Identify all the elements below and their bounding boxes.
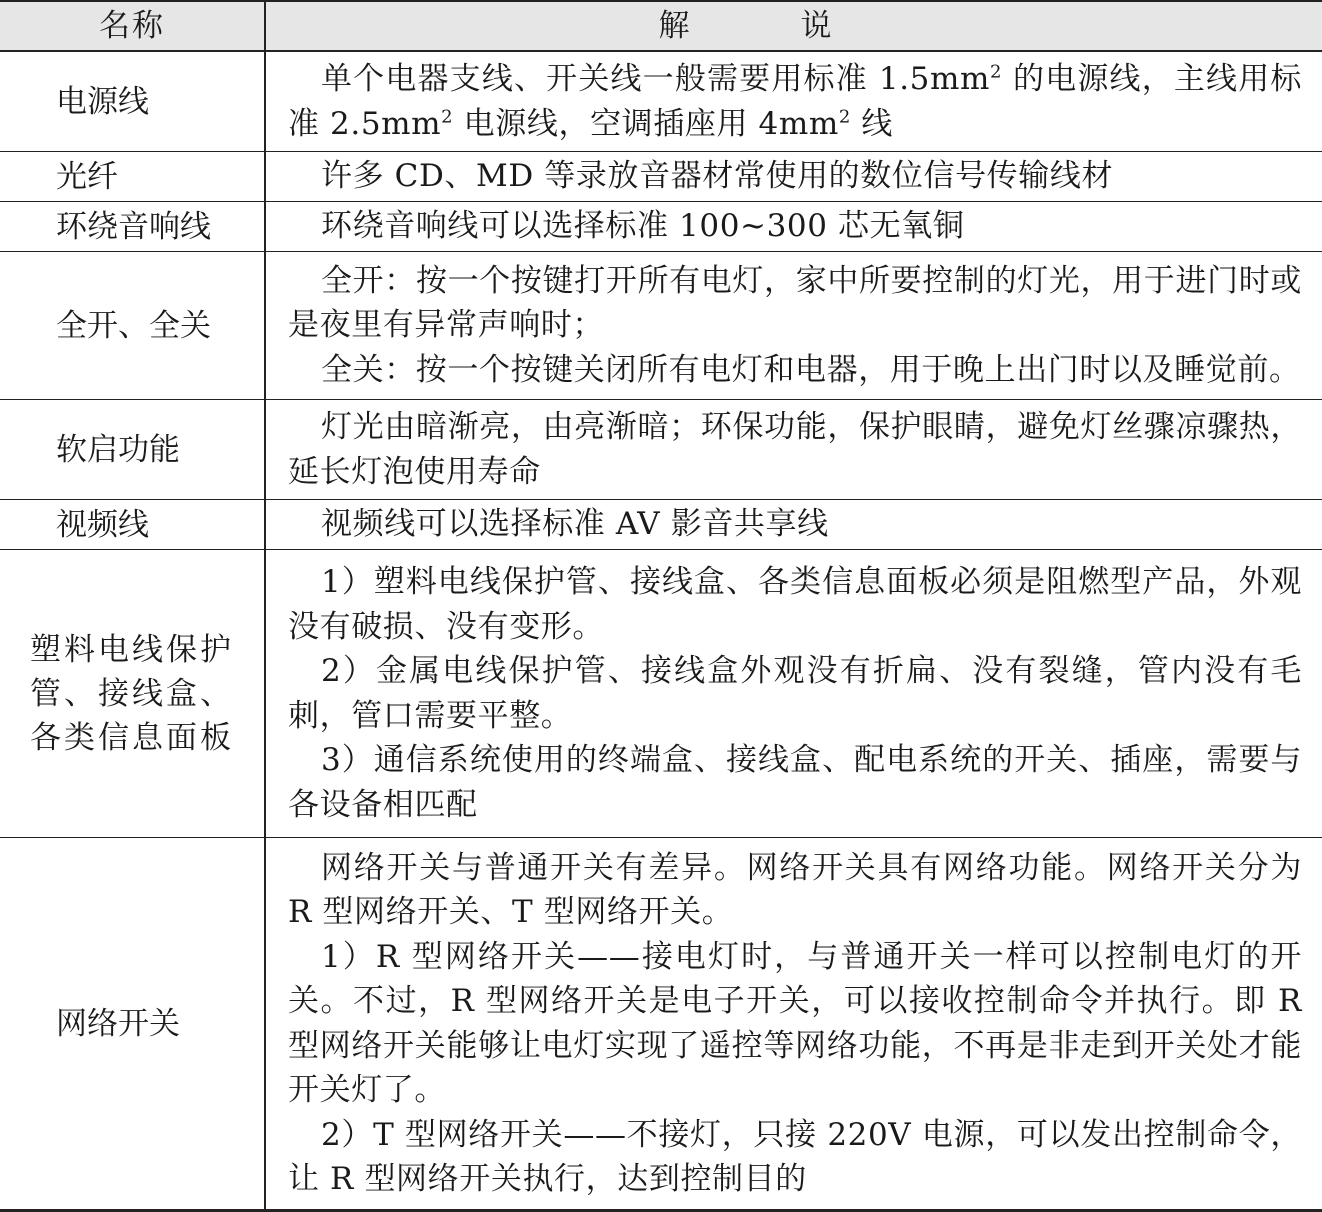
table-row <box>0 252 1322 400</box>
table-row <box>0 838 1322 1212</box>
desc-paragraph: 全开：按一个按键打开所有电灯，家中所要控制的灯光，用于进门时或是夜里有异常声响时； <box>288 262 1302 344</box>
row-desc <box>288 400 1302 499</box>
desc-text: 单个电器支线、开关线一般需要用标准 1.5mm <box>321 61 990 97</box>
row-desc <box>288 202 1302 251</box>
row-name: 软启功能 <box>56 431 180 468</box>
desc-paragraph: 1）塑料电线保护管、接线盒、各类信息面板必须是阻燃型产品，外观没有破损、没有变形。 <box>288 564 1302 645</box>
desc-text: 电源线，空调插座用 4mm <box>453 105 839 142</box>
header-name-column: 名称 <box>99 8 165 44</box>
desc-text: 线 <box>850 105 893 142</box>
table-row <box>0 152 1322 202</box>
desc-paragraph: 1）R 型网络开关——接电灯时，与普通开关一样可以控制电灯的开关。不过，R 型网络开关是电子开关，可以接收控制命令并执行。即 R 型网络开关能够让电灯实现了遥控等网络功能，不再是非走到开关处才能开关灯了。 <box>288 938 1302 1108</box>
row-name: 视频线 <box>56 506 149 543</box>
row-name: 光纤 <box>56 158 118 195</box>
column-divider <box>264 0 266 1212</box>
desc-paragraph: 全关：按一个按键关闭所有电灯和电器，用于晚上出门时以及睡觉前。 <box>321 351 1301 388</box>
header-desc-column <box>288 2 1302 50</box>
superscript: 2 <box>441 106 454 128</box>
desc-paragraph: 网络开关与普通开关有差异。网络开关具有网络功能。网络开关分为 R 型网络开关、T 型网络开关。 <box>288 849 1302 930</box>
desc-paragraph: 环绕音响线可以选择标准 100~300 芯无氧铜 <box>321 208 965 245</box>
row-desc <box>288 52 1302 151</box>
row-desc <box>288 500 1302 549</box>
desc-paragraph: 2）金属电线保护管、接线盒外观没有折扁、没有裂缝，管内没有毛刺，管口需要平整。 <box>288 653 1302 734</box>
row-name: 环绕音响线 <box>56 208 211 245</box>
table-row <box>0 550 1322 838</box>
row-desc <box>288 838 1302 1209</box>
desc-paragraph <box>288 57 1302 146</box>
table-row <box>0 400 1322 500</box>
superscript: 2 <box>838 106 851 128</box>
row-desc <box>288 252 1302 399</box>
row-name: 全开、全关 <box>56 307 211 344</box>
table-header-row <box>0 0 1322 52</box>
desc-text: 的电源线，主线用标准 2.5mm <box>288 61 1302 142</box>
desc-paragraph: 许多 CD、MD 等录放音器材常使用的数位信号传输线材 <box>321 158 1114 195</box>
row-desc <box>288 550 1302 837</box>
table-row <box>0 52 1322 152</box>
header-desc-label: 解 说 <box>658 7 872 44</box>
desc-paragraph: 2）T 型网络开关——不接灯，只接 220V 电源，可以发出控制命令，让 R 型网络开关执行，达到控制目的 <box>288 1116 1302 1197</box>
table-row <box>0 500 1322 550</box>
table-row <box>0 202 1322 252</box>
superscript: 2 <box>989 61 1003 83</box>
row-name: 塑料电线保护管、接线盒、各类信息面板 <box>30 631 234 756</box>
desc-paragraph: 3）通信系统使用的终端盒、接线盒、配电系统的开关、插座，需要与各设备相匹配 <box>288 742 1302 823</box>
desc-paragraph: 灯光由暗渐亮，由亮渐暗；环保功能，保护眼睛，避免灯丝骤凉骤热，延长灯泡使用寿命 <box>288 409 1302 490</box>
row-name: 网络开关 <box>56 1005 180 1042</box>
row-desc <box>288 152 1302 201</box>
desc-paragraph: 视频线可以选择标准 AV 影音共享线 <box>321 506 829 543</box>
row-name: 电源线 <box>56 83 149 120</box>
